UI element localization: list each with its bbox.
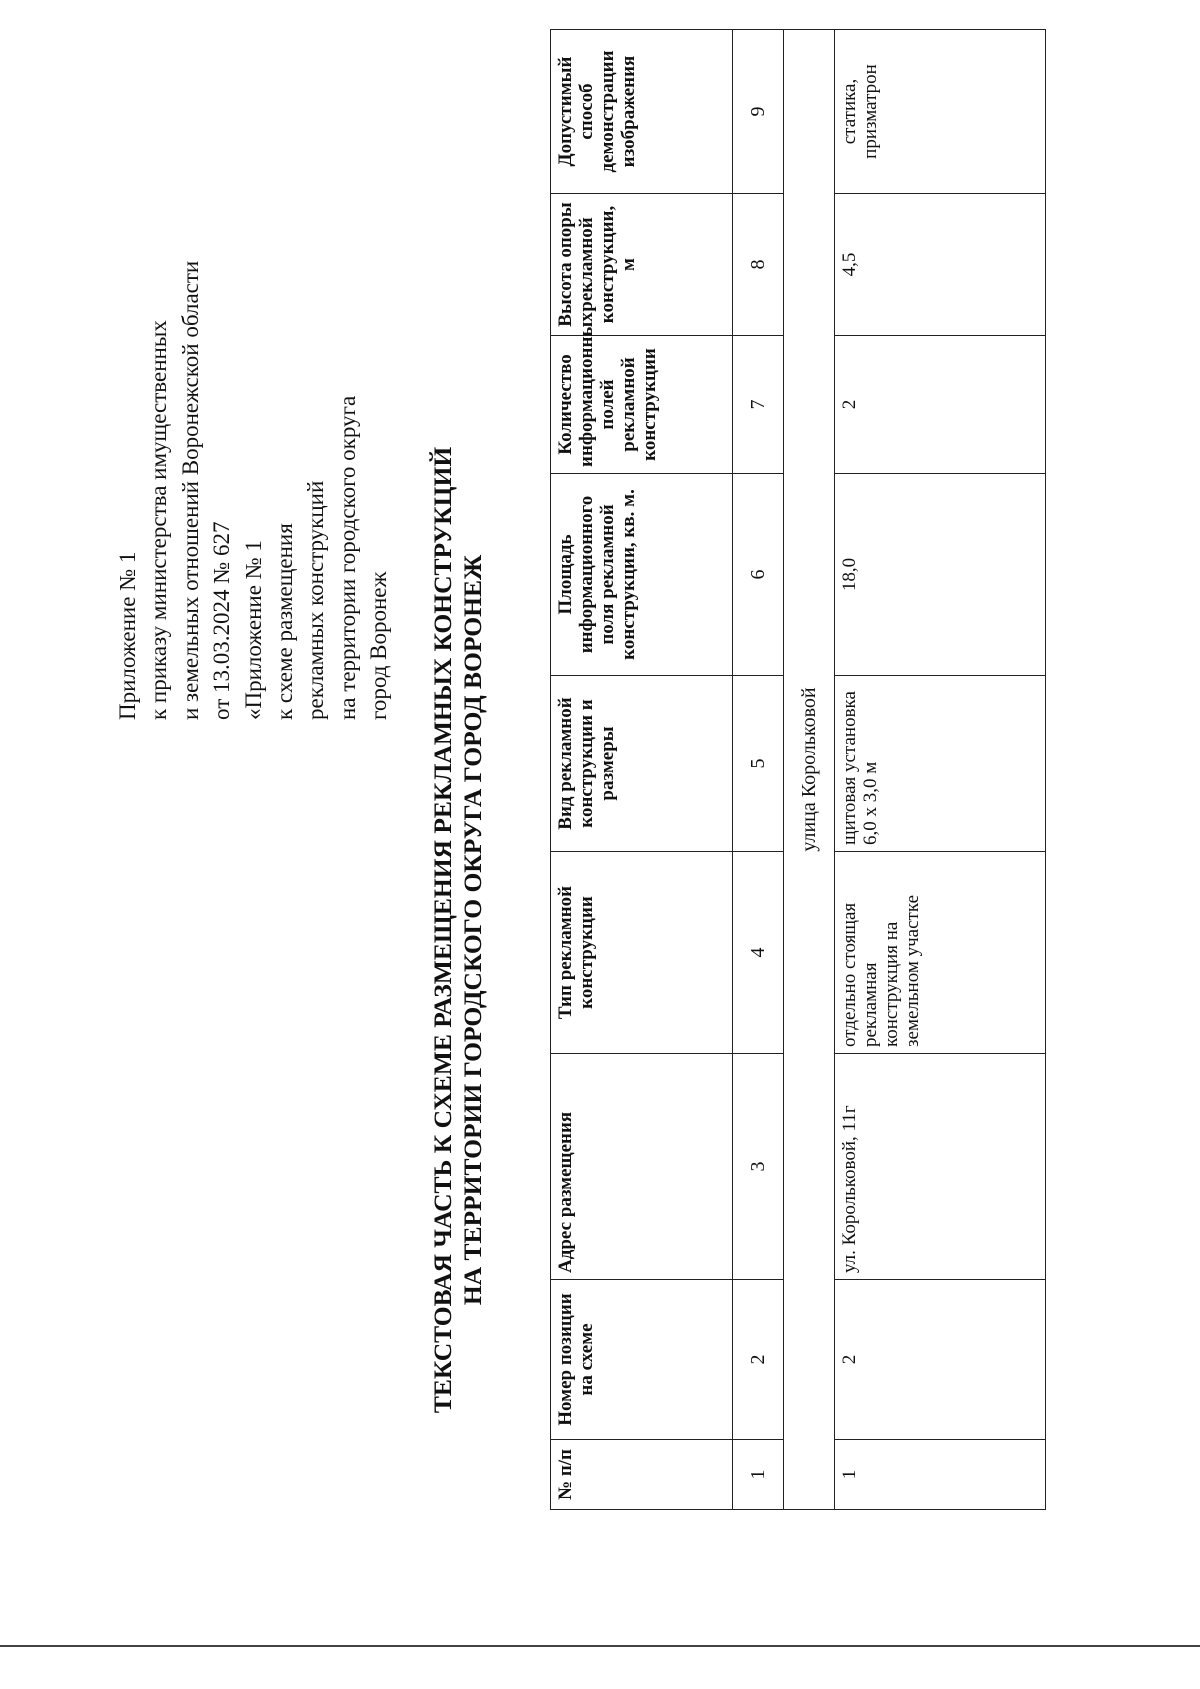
placement-table bbox=[550, 29, 1046, 1510]
cell-num: 1 bbox=[835, 1440, 1046, 1510]
column-number: 2 bbox=[733, 1280, 784, 1440]
header-cell-num: № п/п bbox=[551, 1440, 733, 1510]
header-cell-position: Номер позиции на схеме bbox=[551, 1280, 733, 1440]
column-number: 6 bbox=[733, 474, 784, 676]
cell-kind: щитовая установка 6,0 х 3,0 м bbox=[835, 676, 1046, 852]
section-title: улица Корольковой bbox=[784, 30, 835, 1510]
appendix-line: Приложение № 1 bbox=[115, 551, 140, 720]
header-row bbox=[551, 30, 733, 1510]
appendix-line: к приказу министерства имущественных bbox=[146, 320, 172, 720]
header-cell-height: Высота опоры рекламной конструкции, м bbox=[551, 194, 733, 336]
column-number: 7 bbox=[733, 336, 784, 474]
cell-area: 18,0 bbox=[835, 474, 1046, 676]
appendix-line: к схеме размещения bbox=[272, 523, 298, 720]
header-cell-method: Допустимый способ демонстрации изображения bbox=[551, 30, 733, 194]
cell-height: 4,5 bbox=[835, 194, 1046, 336]
header-cell-kind: Вид рекламной конструкции и размеры bbox=[551, 676, 733, 852]
column-number: 4 bbox=[733, 852, 784, 1054]
title-line-2: НА ТЕРРИТОРИИ ГОРОДСКОГО ОКРУГА ГОРОД ВОРОНЕЖ bbox=[458, 554, 487, 1306]
cell-method: статика, призматрон bbox=[835, 30, 1046, 194]
title-line-1: ТЕКСТОВАЯ ЧАСТЬ К СХЕМЕ РАЗМЕЩЕНИЯ РЕКЛАМНЫХ КОНСТРУКЦИЙ bbox=[428, 446, 457, 1414]
column-number: 1 bbox=[733, 1440, 784, 1510]
appendix-line: «Приложение № 1 bbox=[240, 540, 266, 720]
header-cell-type: Тип рекламной конструкции bbox=[551, 852, 733, 1054]
column-number: 5 bbox=[733, 676, 784, 852]
appendix-block bbox=[112, 261, 395, 720]
table-row bbox=[835, 30, 1046, 1510]
column-number: 3 bbox=[733, 1054, 784, 1280]
cell-address: ул. Корольковой, 11г bbox=[835, 1054, 1046, 1280]
header-cell-area: Площадь информационного поля рекламной конструкции, кв. м. bbox=[551, 474, 733, 676]
page-bottom-rule bbox=[0, 1645, 1200, 1647]
appendix-line: от 13.03.2024 № 627 bbox=[209, 521, 235, 720]
section-row bbox=[784, 30, 835, 1510]
cell-type: отдельно стоящая рекламная конструкция на земельном участке bbox=[835, 852, 1046, 1054]
appendix-line: город Воронеж bbox=[366, 571, 392, 720]
cell-fields: 2 bbox=[835, 336, 1046, 474]
rotated-page bbox=[0, 30, 1200, 1600]
column-number: 8 bbox=[733, 194, 784, 336]
column-number: 9 bbox=[733, 30, 784, 194]
header-cell-address: Адрес размещения bbox=[551, 1054, 733, 1280]
appendix-line: на территории городского округа bbox=[334, 395, 360, 720]
appendix-line: рекламных конструкций bbox=[303, 480, 329, 720]
appendix-line: и земельных отношений Воронежской области bbox=[177, 260, 203, 720]
column-number-row bbox=[733, 30, 784, 1510]
cell-position: 2 bbox=[835, 1280, 1046, 1440]
header-cell-fields: Количество информационных полей рекламной конструкции bbox=[551, 336, 733, 474]
document-title bbox=[428, 380, 488, 1480]
